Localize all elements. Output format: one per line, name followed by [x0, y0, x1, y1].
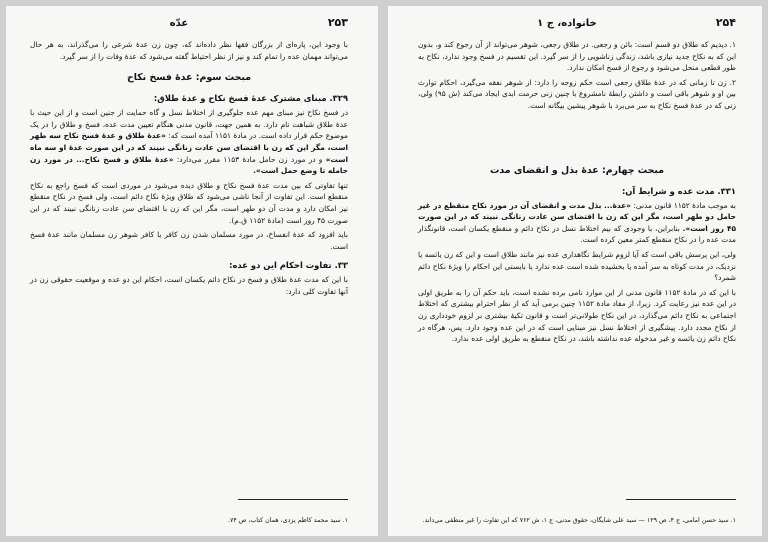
text-span: و در مورد زن حامل مادهٔ ۱۱۵۳ مقرر می‌دارد:	[176, 154, 323, 164]
paragraph: باید افزود که عدهٔ انفساخ، در مورد مسلمان شدن زن کافر یا کافر شوهر زن مسلمان مانند عدهٔ فسخ است.	[30, 230, 348, 251]
subsection-heading: ۳۳. تفاوت احکام این دو عده:	[229, 260, 348, 271]
right-page	[388, 6, 762, 536]
paragraph: ۱. دیدیم که طلاق دو قسم است: بائن و رجعی. در طلاق رجعی، شوهر می‌تواند از آن رجوع کند و، بدون این که به نکاح جدید نیازی باشد، زندگی زناشویی را از سر گیرد. این تقسیم در فسخ وجود ندارد، نکاح به طور قطعی منحل می‌شود و رجوع از فسخ امکان ندارد.	[418, 40, 736, 73]
quoted-article: «عدهٔ طلاق و فسخ نکاح... در مورد زن حامله تا وضع حمل است».	[30, 154, 348, 176]
paragraph	[418, 200, 736, 246]
footnote: ۱. سید حسن امامی، ج ۴، ص ۱۲۹ — سید علی شایگان، حقوق مدنی، ج ۱، ش ۷۶۲ که این تفاوت را غیر منطقی می‌داند.	[422, 517, 736, 524]
footnote-divider	[626, 499, 736, 500]
running-title: عدّه	[169, 18, 189, 29]
paragraph: با این که مدت عدهٔ طلاق و فسخ در نکاح دائم یکسان است، احکام این دو عده و موقعیت حقوقی زن در آنها تفاوت کلی دارد:	[30, 275, 348, 296]
paragraph	[30, 107, 348, 177]
running-head	[418, 16, 736, 29]
text-span: بنابراین، با وجودی که بیم اختلاط نسل در نکاح دائم و منقطع یکسان است، قانونگذار مدت عده را در نکاح منقطع کمتر معین کرده است.	[418, 223, 736, 245]
page-number: ۲۵۳	[327, 16, 348, 29]
section-heading: مبحث سوم: عدهٔ فسخ نکاح	[126, 72, 252, 84]
quoted-article: «عدهٔ... بذل مدت و انقضای آن در مورد نکاح منقطع در غیر حامل دو طهر است، مگر این که زن با اقتضای سن عادت زنانگی نبیند که در این صورت ۴۵ روز است».	[418, 200, 736, 233]
text-span: به موجب مادهٔ ۱۱۵۲ قانون مدنی:	[633, 200, 736, 210]
running-title: خانواده، ج ۱	[537, 18, 597, 29]
text-span: در فسخ نکاح نیز مبنای مهم عده جلوگیری از اختلاط نسل و گاه حمایت از جنین است و از این حیث با عدهٔ طلاق شباهت تام دارد. به همین جهت، قانون مدنی هنگام تعیین مدت عده، فسخ و طلاق را در یک موضوع حکم قرار داده است. در مادهٔ ۱۱۵۱ آمده است که:	[30, 108, 348, 141]
section-heading: مبحث چهارم: عدهٔ بذل و انقضای مدت	[489, 164, 665, 176]
quoted-article: «عدهٔ طلاق و عدهٔ فسخ نکاح سه طهر است، مگر این که زن با اقتضای سن عادت زنانگی نبیند که در این صورت عدهٔ او سه ماه است»	[30, 131, 348, 164]
subsection-heading: ۳۲۹. مبنای مشترک عدهٔ فسخ نکاح و عدهٔ طلاق:	[153, 93, 348, 104]
paragraph: با این که در مادهٔ ۱۱۵۲ قانون مدنی از این موارد نامی برده نشده است، باید حکم آن را به طریق اولی در این عده نیز رعایت کرد. زیرا، از مفاد مادهٔ ۱۱۵۲ چنین برمی آید که از نظر احترام بیشتری که اختلاط اجتماعی به نکاح دائم می‌گذارد، در این نکاح طولانی‌تر است و قانون تکیهٔ بیشتری بر لزوم خودداری زن از نکاح مجدد دارد. پیشگیری از اختلاط نسل نیز مبنایی است که در این عده وجود دارد. پس، هرگاه در نکاح دائم زن یائسه و غیر مدخوله عده نداشته باشد، در نکاح منقطع به طریق اولی عده ندارد.	[418, 287, 736, 344]
running-head	[30, 16, 348, 29]
footnote-divider	[238, 499, 348, 500]
paragraph: ولی، این پرسش باقی است که آیا لزوم شرایط نگاهداری عده نیز مانند طلاق است و این که زن یائسه یا نزدیک، در مدت کوتاه به سر آمده یا بخشیده شده است عده ندارد یا بایستی این احکام را ویژهٔ نکاح دائم شمرد؟	[418, 249, 736, 283]
paragraph: با وجود این، پاره‌ای از بزرگان فقها نظر داده‌اند که، چون زن عدهٔ شرعی را می‌گذراند، به هر حال می‌تواند مهمان عده را تمام کند و نیز از نظر احتیاط گفته می‌شود که عدهٔ وفات را از سر گیرد.	[30, 40, 348, 61]
page-number: ۲۵۴	[715, 16, 736, 29]
subsection-heading: ۳۳۱. مدت عده و شرایط آن:	[621, 185, 736, 196]
footnote: ۱. سید محمد کاظم یزدی، همان کتاب، ص ۷۴.	[227, 517, 348, 524]
left-page	[6, 6, 378, 536]
paragraph: تنها تفاوتی که بین مدت عدهٔ فسخ نکاح و طلاق دیده می‌شود در موردی است که فسخ راجع به نکاح منقطع است. این تفاوت از آنجا ناشی می‌شود که طلاق ویژهٔ نکاح دائم است، ولی فسخ در نکاح منقطع نیز امکان دارد و مدت آن دو طهر است، مگر این که زن با اقتضای سن عادت زنانگی نبیند که در این صورت ۴۵ روز است (مادهٔ ۱۱۵۲ ق.م).	[30, 180, 348, 225]
paragraph: ۲. زن تا زمانی که در عدهٔ طلاق رجعی است حکم زوجه را دارد: از شوهر نفقه می‌گیرد، احکام توارث بین او و شوهر باقی است و داشتن رابطهٔ نامشروع با چنین زنی حرمت ابدی ایجاد می‌کند (ش ۹۵) ولی، زنی که در عدهٔ فسخ نکاح به سر می‌برد با شوهر پیشین بیگانه است.	[418, 77, 736, 110]
